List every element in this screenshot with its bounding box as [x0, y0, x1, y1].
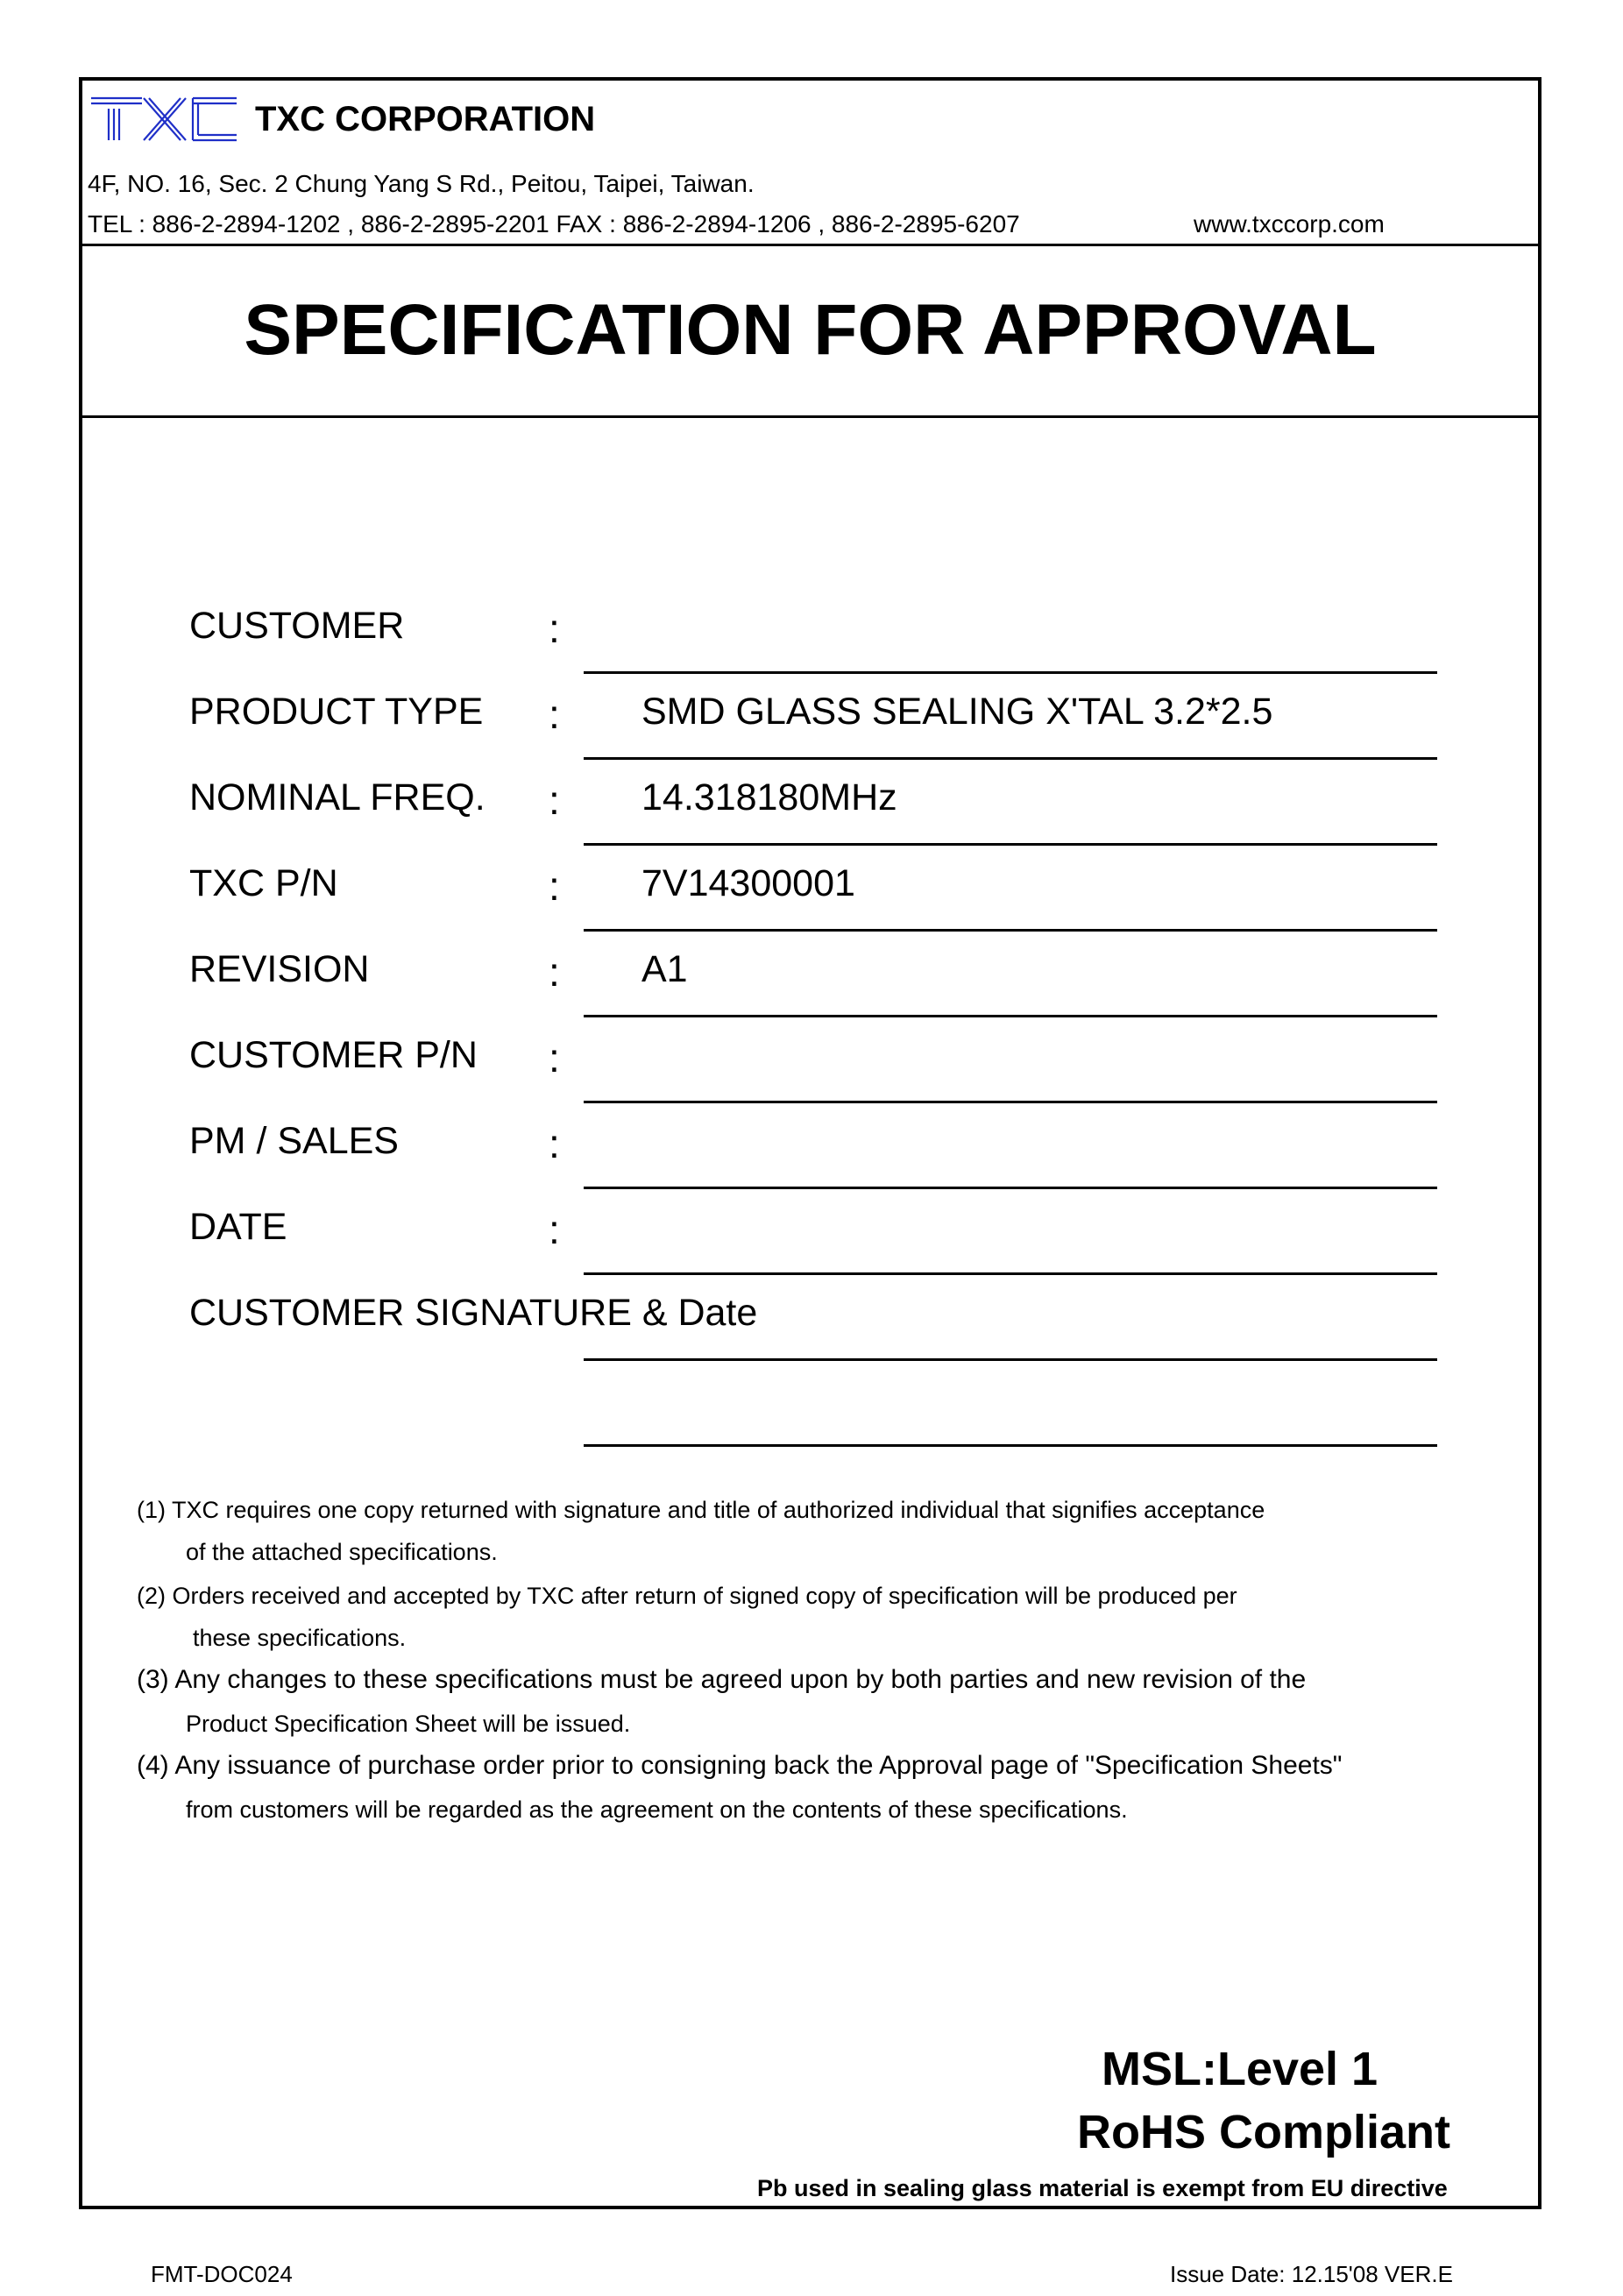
note-4-line-1: (4) Any issuance of purchase order prior to consigning back the Approval page of "Specification Sheets" — [137, 1751, 1343, 1780]
field-label: NOMINAL FREQ. — [189, 776, 485, 818]
note-2-line-2: these specifications. — [193, 1625, 407, 1651]
field-label: PRODUCT TYPE — [189, 691, 484, 733]
field-label: CUSTOMER P/N — [189, 1034, 478, 1076]
company-tel-fax: TEL : 886-2-2894-1202 , 886-2-2895-2201 FAX : 886-2-2894-1206 , 886-2-2895-6207 — [88, 210, 1020, 237]
field-underline — [584, 671, 1437, 674]
field-value[interactable]: 14.318180MHz — [641, 776, 897, 818]
field-colon: : — [549, 1207, 560, 1252]
field-underline — [584, 1187, 1437, 1189]
company-address: 4F, NO. 16, Sec. 2 Chung Yang S Rd., Peitou, Taipei, Taiwan. — [88, 170, 755, 197]
signature-line[interactable] — [584, 1358, 1437, 1361]
field-underline — [584, 757, 1437, 760]
field-value[interactable]: A1 — [641, 948, 688, 990]
issue-date: Issue Date: 12.15'08 VER.E — [1170, 2261, 1453, 2287]
rohs-compliant: RoHS Compliant — [1077, 2106, 1450, 2158]
field-value[interactable]: 7V14300001 — [641, 862, 855, 904]
field-underline — [584, 1015, 1437, 1017]
company-name: TXC CORPORATION — [255, 100, 596, 138]
field-colon: : — [549, 1035, 560, 1081]
page-title: SPECIFICATION FOR APPROVAL — [244, 290, 1377, 370]
txc-logo — [89, 91, 238, 144]
field-colon: : — [549, 863, 560, 909]
field-colon: : — [549, 606, 560, 651]
field-label: DATE — [189, 1206, 287, 1248]
note-4-line-2: from customers will be regarded as the agreement on the contents of these specifications. — [186, 1796, 1128, 1823]
field-label: CUSTOMER — [189, 605, 405, 647]
msl-level: MSL:Level 1 — [1102, 2043, 1378, 2095]
document-frame — [79, 77, 1541, 2209]
doc-code: FMT-DOC024 — [151, 2261, 293, 2287]
title-divider — [82, 415, 1538, 418]
field-label: PM / SALES — [189, 1120, 399, 1162]
field-label: REVISION — [189, 948, 370, 990]
field-underline — [584, 843, 1437, 846]
field-underline — [584, 1101, 1437, 1103]
signature-date-line[interactable] — [584, 1444, 1437, 1447]
pb-exemption-note: Pb used in sealing glass material is exempt from EU directive — [757, 2175, 1448, 2201]
note-3-line-2: Product Specification Sheet will be issued. — [186, 1711, 631, 1737]
header-divider — [82, 244, 1538, 246]
field-colon: : — [549, 777, 560, 823]
field-colon: : — [549, 949, 560, 995]
note-1-line-2: of the attached specifications. — [186, 1539, 498, 1565]
field-value[interactable]: SMD GLASS SEALING X'TAL 3.2*2.5 — [641, 691, 1273, 733]
signature-label: CUSTOMER SIGNATURE & Date — [189, 1292, 758, 1334]
field-label: TXC P/N — [189, 862, 338, 904]
note-3-line-1: (3) Any changes to these specifications must be agreed upon by both parties and new revision of the — [137, 1665, 1307, 1694]
field-underline — [584, 929, 1437, 932]
note-2-line-1: (2) Orders received and accepted by TXC after return of signed copy of specification will be produced per — [137, 1583, 1237, 1609]
field-colon: : — [549, 691, 560, 737]
field-underline — [584, 1272, 1437, 1275]
company-website[interactable]: www.txccorp.com — [1194, 210, 1385, 237]
field-colon: : — [549, 1121, 560, 1166]
note-1-line-1: (1) TXC requires one copy returned with signature and title of authorized individual that signifies acceptance — [137, 1497, 1265, 1523]
